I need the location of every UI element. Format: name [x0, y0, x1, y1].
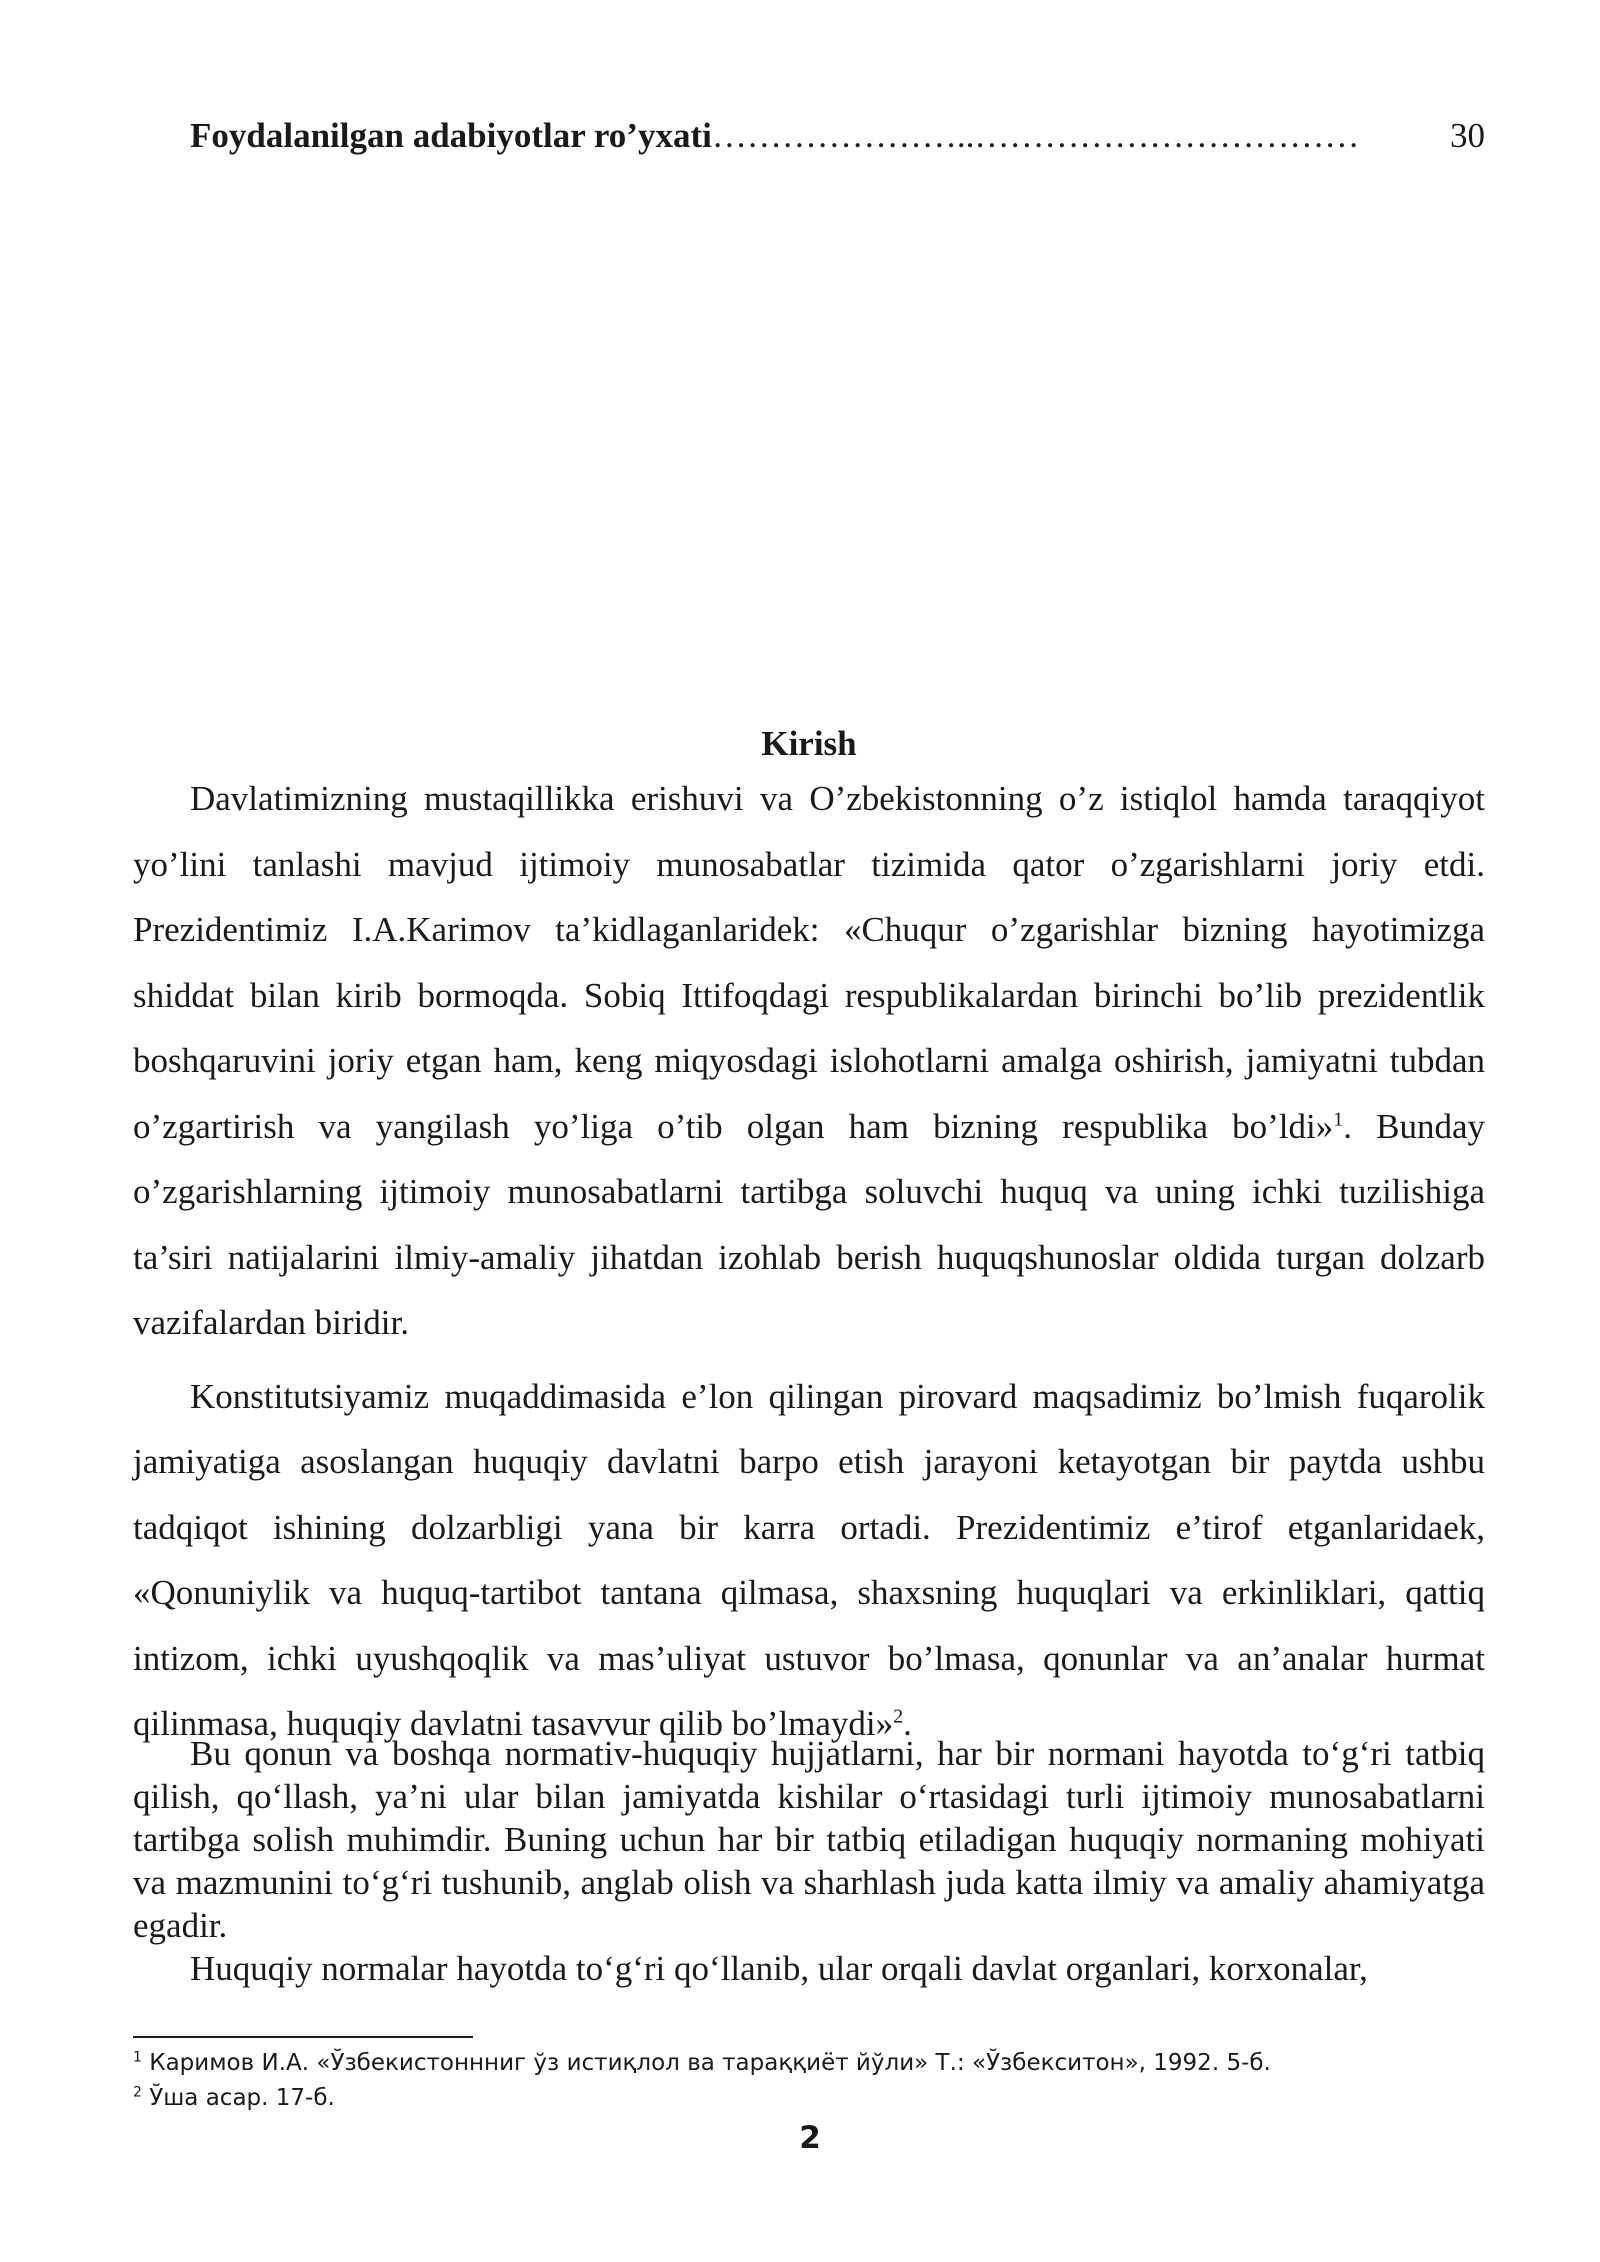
paragraph-4: Huquqiy normalar hayotda to‘g‘ri qo‘llanib, ular orqali davlat organlari, korxonalar, — [190, 1949, 1368, 1988]
paragraph-1 — [133, 766, 1485, 1356]
toc-entry[interactable] — [190, 112, 1485, 160]
body-text-compact — [133, 1732, 1485, 1990]
footnote-1 — [133, 2046, 1485, 2081]
paragraph-2-text-cont: . — [903, 1704, 912, 1743]
page-number: 2 — [799, 2120, 821, 2156]
footnote-1-text: Каримов И.А. «Ўзбекистоннниг ўз истиқлол ва тараққиёт йўли» Т.: «Ўзбекситон», 1992. 5-б. — [149, 2050, 1271, 2076]
footnote-separator — [133, 2036, 473, 2038]
section-heading: Kirish — [761, 724, 857, 763]
footnote-2 — [133, 2081, 1485, 2116]
footnote-ref-2[interactable]: 2 — [893, 1705, 904, 1728]
footnotes — [133, 2046, 1485, 2116]
footnote-1-mark: 1 — [133, 2049, 142, 2066]
paragraph-1-text-cont: . Bunday o’zgarishlarning ijtimoiy munosabatlarni tartibga soluvchi huquq va uning ichki tuzilishiga ta’siri natijalarini ilmiy-amaliy jihatdan izohlab berish huquqshunoslar oldida turgan dolzarb vazifalardan biridir. — [133, 1106, 1485, 1342]
body-text-main — [133, 766, 1485, 1757]
footnote-2-mark: 2 — [133, 2084, 142, 2101]
paragraph-1-text: Davlatimizning mustaqillikka erishuvi va O’zbekistonning o’z istiqlol hamda taraqqiyot yo’lini tanlashi mavjud ijtimoiy munosabatlar tizimida qator o’zgarishlarni joriy etdi. Prezidentimiz I.A.Karimov ta’kidlaganlaridek: «Chuqur o’zgarishlar bizning hayotimizga shiddat bilan kirib bormoqda. Sobiq Ittifoqdagi respublikalardan birinchi bo’lib prezidentlik boshqaruvini joriy etgan ham, keng miqyosdagi islohotlarni amalga oshirish, jamiyatni tubdan o’zgartirish va yangilash yo’liga o’tib olgan ham bizning respublika bo’ldi» — [133, 779, 1485, 1146]
paragraph-2 — [133, 1364, 1485, 1757]
toc-entry-title: Foydalanilgan adabiyotlar ro’yxati — [190, 116, 712, 155]
footnote-2-text: Ўша асар. 17-б. — [149, 2085, 335, 2111]
paragraph-3: Bu qonun va boshqa normativ-huquqiy hujjatlarni, har bir normani hayotda to‘g‘ri tatbiq qilish, qo‘llash, ya’ni ular bilan jamiyatda kishilar o‘rtasidagi turli ijtimoiy munosabatlarni tartibga solish muhimdir. Buning uchun har bir tatbiq etiladigan huquqiy normaning mohiyati va mazmunini to‘g‘ri tushunib, anglab olish va sharhlash juda katta ilmiy va amaliy ahamiyatga egadir. — [133, 1734, 1485, 1945]
toc-leader-dots: …………………..…………………………… — [711, 116, 1360, 155]
paragraph-2-text: Konstitutsiyamiz muqaddimasida e’lon qilingan pirovard maqsadimiz bo’lmish fuqarolik jamiyatiga asoslangan huquqiy davlatni barpo etish jarayoni ketayotgan bir paytda ushbu tadqiqot ishining dolzarbligi yana bir karra ortadi. Prezidentimiz e’tirof etganlaridaek, «Qonuniylik va huquq-tartibot tantana qilmasa, shaxsning huquqlari va erkinliklari, qattiq intizom, ichki uyushqoqlik va mas’uliyat ustuvor bo’lmasa, qonunlar va an’analar hurmat qilinmasa, huquqiy davlatni tasavvur qilib bo’lmaydi» — [133, 1376, 1485, 1743]
footnote-ref-1[interactable]: 1 — [1333, 1107, 1344, 1130]
toc-page-number: 30 — [1450, 116, 1485, 155]
